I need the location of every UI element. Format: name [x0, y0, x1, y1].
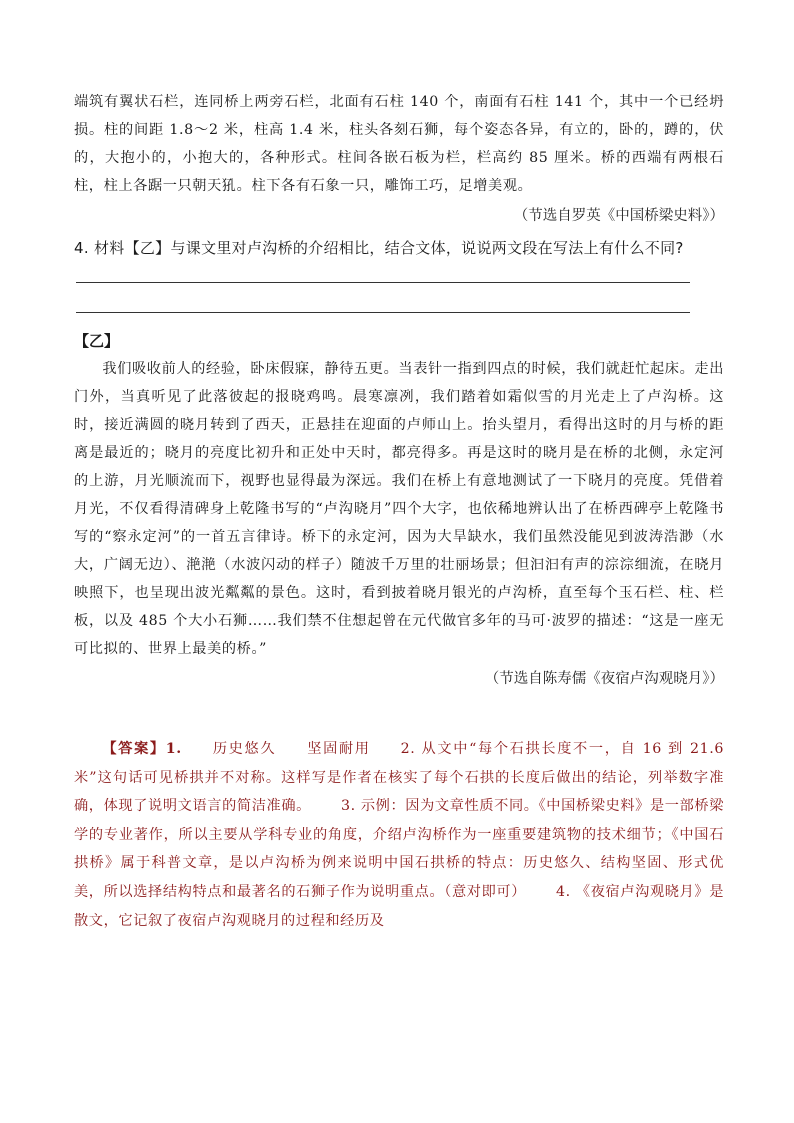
answer-tag: 【答案】1. — [102, 741, 182, 757]
document-page — [74, 88, 724, 935]
passage-a-text: 端筑有翼状石栏，连同桥上两旁石栏，北面有石柱 140 个，南面有石柱 141 个，其中一个已经坍损。柱的间距 1.8～2 米，柱高 1.4 米，柱头各刻石狮，每个姿态各异，有立的，卧的，蹲的，伏的，大抱小的，小抱大的，各种形式。柱间各嵌石板为栏，栏高约 85 厘米。桥的西端有两根石柱，柱上各踞一只朝天犼。柱下各有石象一只，雕饰工巧，足增美观。 — [74, 94, 724, 194]
answer-1-part-1: 历史悠久 — [211, 741, 277, 757]
answer-2: 2. 从文中“每个石拱长度不一，自 16 到 21.6 米”这句话可见桥拱并不对称。这样写是作者在核实了每个石拱的长度后做出的结论，列举数字准确，体现了说明文语言的简洁准确。 — [74, 741, 725, 815]
answer-line-2[interactable] — [76, 312, 690, 313]
question-4: 4. 材料【乙】与课文里对卢沟桥的介绍相比，结合文体，说说两文段在写法上有什么不同? — [74, 239, 684, 257]
answer-1-part-2: 坚固耐用 — [306, 741, 371, 757]
answer-section — [74, 735, 724, 935]
passage-b-source: （节选自陈寿儒《夜宿卢沟观晓月》） — [484, 671, 724, 687]
passage-b-text: 我们吸收前人的经验，卧床假寐，静待五更。当表针一指到四点的时候，我们就赶忙起床。走出门外，当真听见了此落彼起的报晓鸡鸣。晨寒凛冽，我们踏着如霜似雪的月光走上了卢沟桥。这时，接近满圆的晓月转到了西天，正悬挂在迎面的卢师山上。抬头望月，看得出这时的月与桥的距离是最近的；晓月的亮度比初升和正处中天时，都亮得多。再是这时的晓月是在桥的北侧，永定河的上游，月光顺流而下，视野也显得最为深远。我们在桥上有意地测试了一下晓月的亮度。凭借着月光，不仅看得清碑身上乾隆书写的“卢沟晓月”四个大字，也依稀地辨认出了在桥西碑亭上乾隆书写的“察永定河”的一首五言律诗。桥下的永定河，因为大旱缺水，我们虽然没能见到波涛浩渺（水大，广阔无边）、滟滟（水波闪动的样子）随波千万里的壮丽场景；但汩汩有声的淙淙细流，在晓月映照下，也呈现出波光粼粼的景色。这时，看到披着晓月银光的卢沟桥，直至每个玉石栏、柱、栏板，以及 485 个大小石狮……我们禁不住想起曾在元代做官多年的马可·波罗的描述：“这是一座无可比拟的、世界上最美的桥。” — [74, 361, 724, 657]
passage-a-source: （节选自罗英《中国桥梁史料》） — [513, 208, 724, 224]
answer-4: 4. 《夜宿卢沟观晓月》是散文，它记叙了夜宿卢沟观晓月的过程和经历及 — [74, 883, 724, 929]
answer-line-1[interactable] — [76, 282, 690, 283]
answer-3: 3. 示例：因为文章性质不同。《中国桥梁史料》是一部桥梁学的专业著作，所以主要从学科专业的角度，介绍卢沟桥作为一座重要建筑物的技术细节；《中国石拱桥》属于科普文章，是以卢沟桥为例来说明中国石拱桥的特点：历史悠久、结构坚固、形式优美，所以选择结构特点和最著名的石狮子作为说明重点。（意对即可） — [74, 798, 725, 900]
passage-b-heading: 【乙】 — [74, 332, 120, 350]
